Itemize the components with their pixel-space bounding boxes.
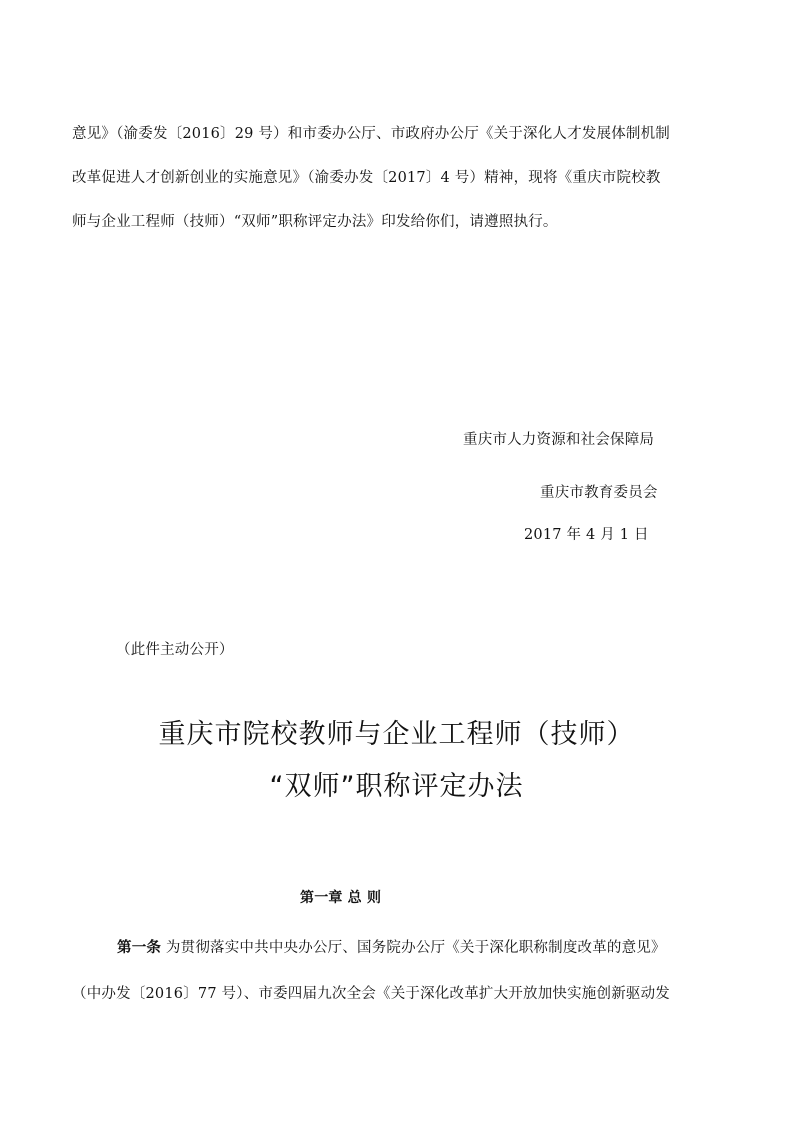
article-1-line-1 (117, 938, 666, 958)
issue-date: 2017 年 4 月 1 日 (524, 527, 649, 543)
document-title-line-1: 重庆市院校教师与企业工程师（技师） (158, 719, 635, 750)
issuer-hrss: 重庆市人力资源和社会保障局 (463, 432, 655, 448)
article-1-label: 第一条 (117, 940, 162, 956)
article-1-line-2: （中办发〔2016〕77 号）、市委四届九次全会《关于深化改革扩大开放加快实施创新驱动发 (72, 986, 671, 1002)
intro-line-2: 改革促进人才创新创业的实施意见》（渝委办发〔2017〕4 号）精神，现将《重庆市院校教 (72, 170, 661, 186)
public-disclosure-note: （此件主动公开） (116, 642, 234, 658)
document-title-line-2: “双师”职称评定办法 (269, 771, 524, 802)
article-1-text-1: 为贯彻落实中共中央办公厅、国务院办公厅《关于深化职称制度改革的意见》 (161, 940, 666, 956)
intro-line-1: 意见》（渝委发〔2016〕29 号）和市委办公厅、市政府办公厅《关于深化人才发展体制机制 (72, 126, 671, 142)
chapter-heading: 第一章 总 则 (300, 890, 382, 906)
issuer-education-commission: 重庆市教育委员会 (540, 485, 658, 501)
intro-line-3: 师与企业工程师（技师）“双师”职称评定办法》印发给你们，请遵照执行。 (72, 214, 558, 230)
